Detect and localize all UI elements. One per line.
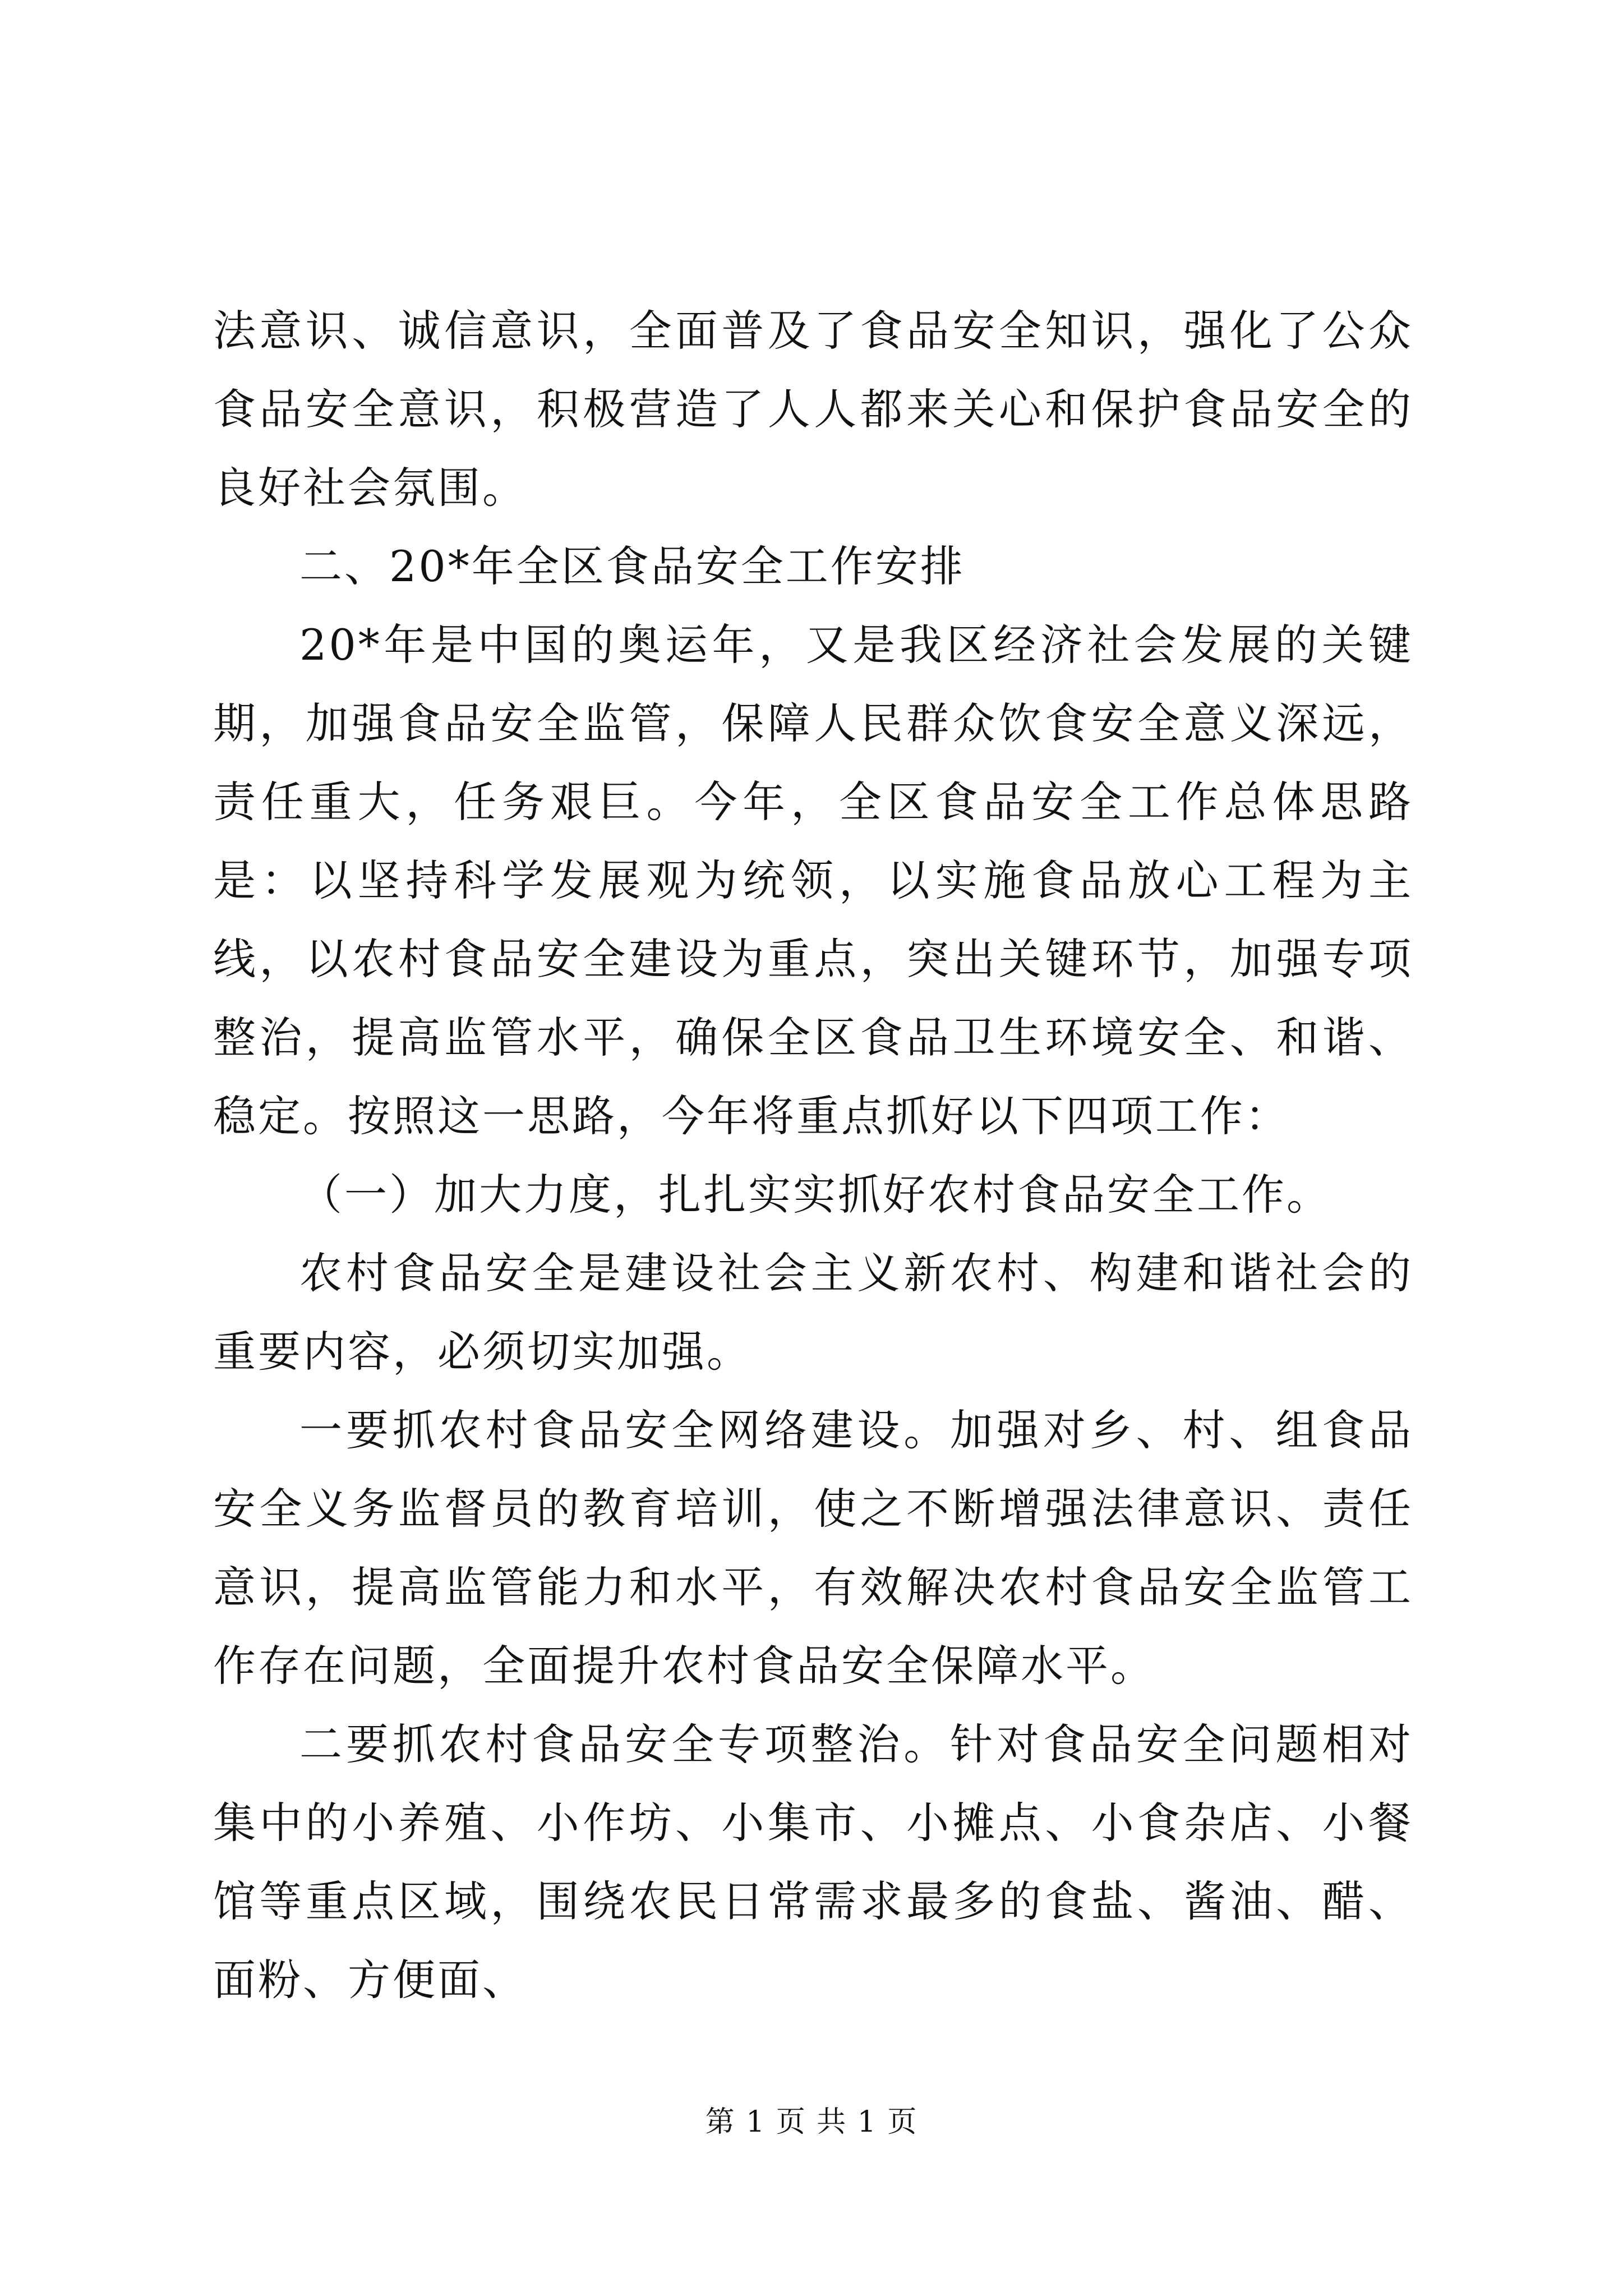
paragraph-continuation: 法意识、诚信意识，全面普及了食品安全知识，强化了公众食品安全意识，积极营造了人人都来关心和保护食品安全的良好社会氛围。 bbox=[213, 306, 1413, 513]
page-footer: 第 1 页 共 1 页 bbox=[705, 2105, 918, 2139]
paragraph-overview: 20*年是中国的奥运年，又是我区经济社会发展的关键期，加强食品安全监管，保障人民群众饮食安全意义深远，责任重大，任务艰巨。今年，全区食品安全工作总体思路是：以坚持科学发展观为统领，以实施食品放心工程为主线，以农村食品安全建设为重点，突出关键环节，加强专项整治，提高监管水平，确保全区食品卫生环境安全、和谐、稳定。按照这一思路，今年将重点抓好以下四项工作： bbox=[213, 620, 1413, 1141]
section-heading: 二、20*年全区食品安全工作安排 bbox=[299, 541, 965, 591]
paragraph-network: 一要抓农村食品安全网络建设。加强对乡、村、组食品安全义务监督员的教育培训，使之不断增强法律意识、责任意识，提高监管能力和水平，有效解决农村食品安全监管工作存在问题，全面提升农村食品安全保障水平。 bbox=[213, 1405, 1413, 1691]
subsection-heading: （一）加大力度，扎扎实实抓好农村食品安全工作。 bbox=[299, 1170, 1331, 1220]
paragraph-rectification: 二要抓农村食品安全专项整治。针对食品安全问题相对集中的小养殖、小作坊、小集市、小摊点、小食杂店、小餐馆等重点区域，围绕农民日常需求最多的食盐、酱油、醋、面粉、方便面、 bbox=[213, 1719, 1413, 2005]
paragraph-rural-safety: 农村食品安全是建设社会主义新农村、构建和谐社会的重要内容，必须切实加强。 bbox=[213, 1248, 1413, 1377]
document-body bbox=[213, 292, 1413, 2019]
